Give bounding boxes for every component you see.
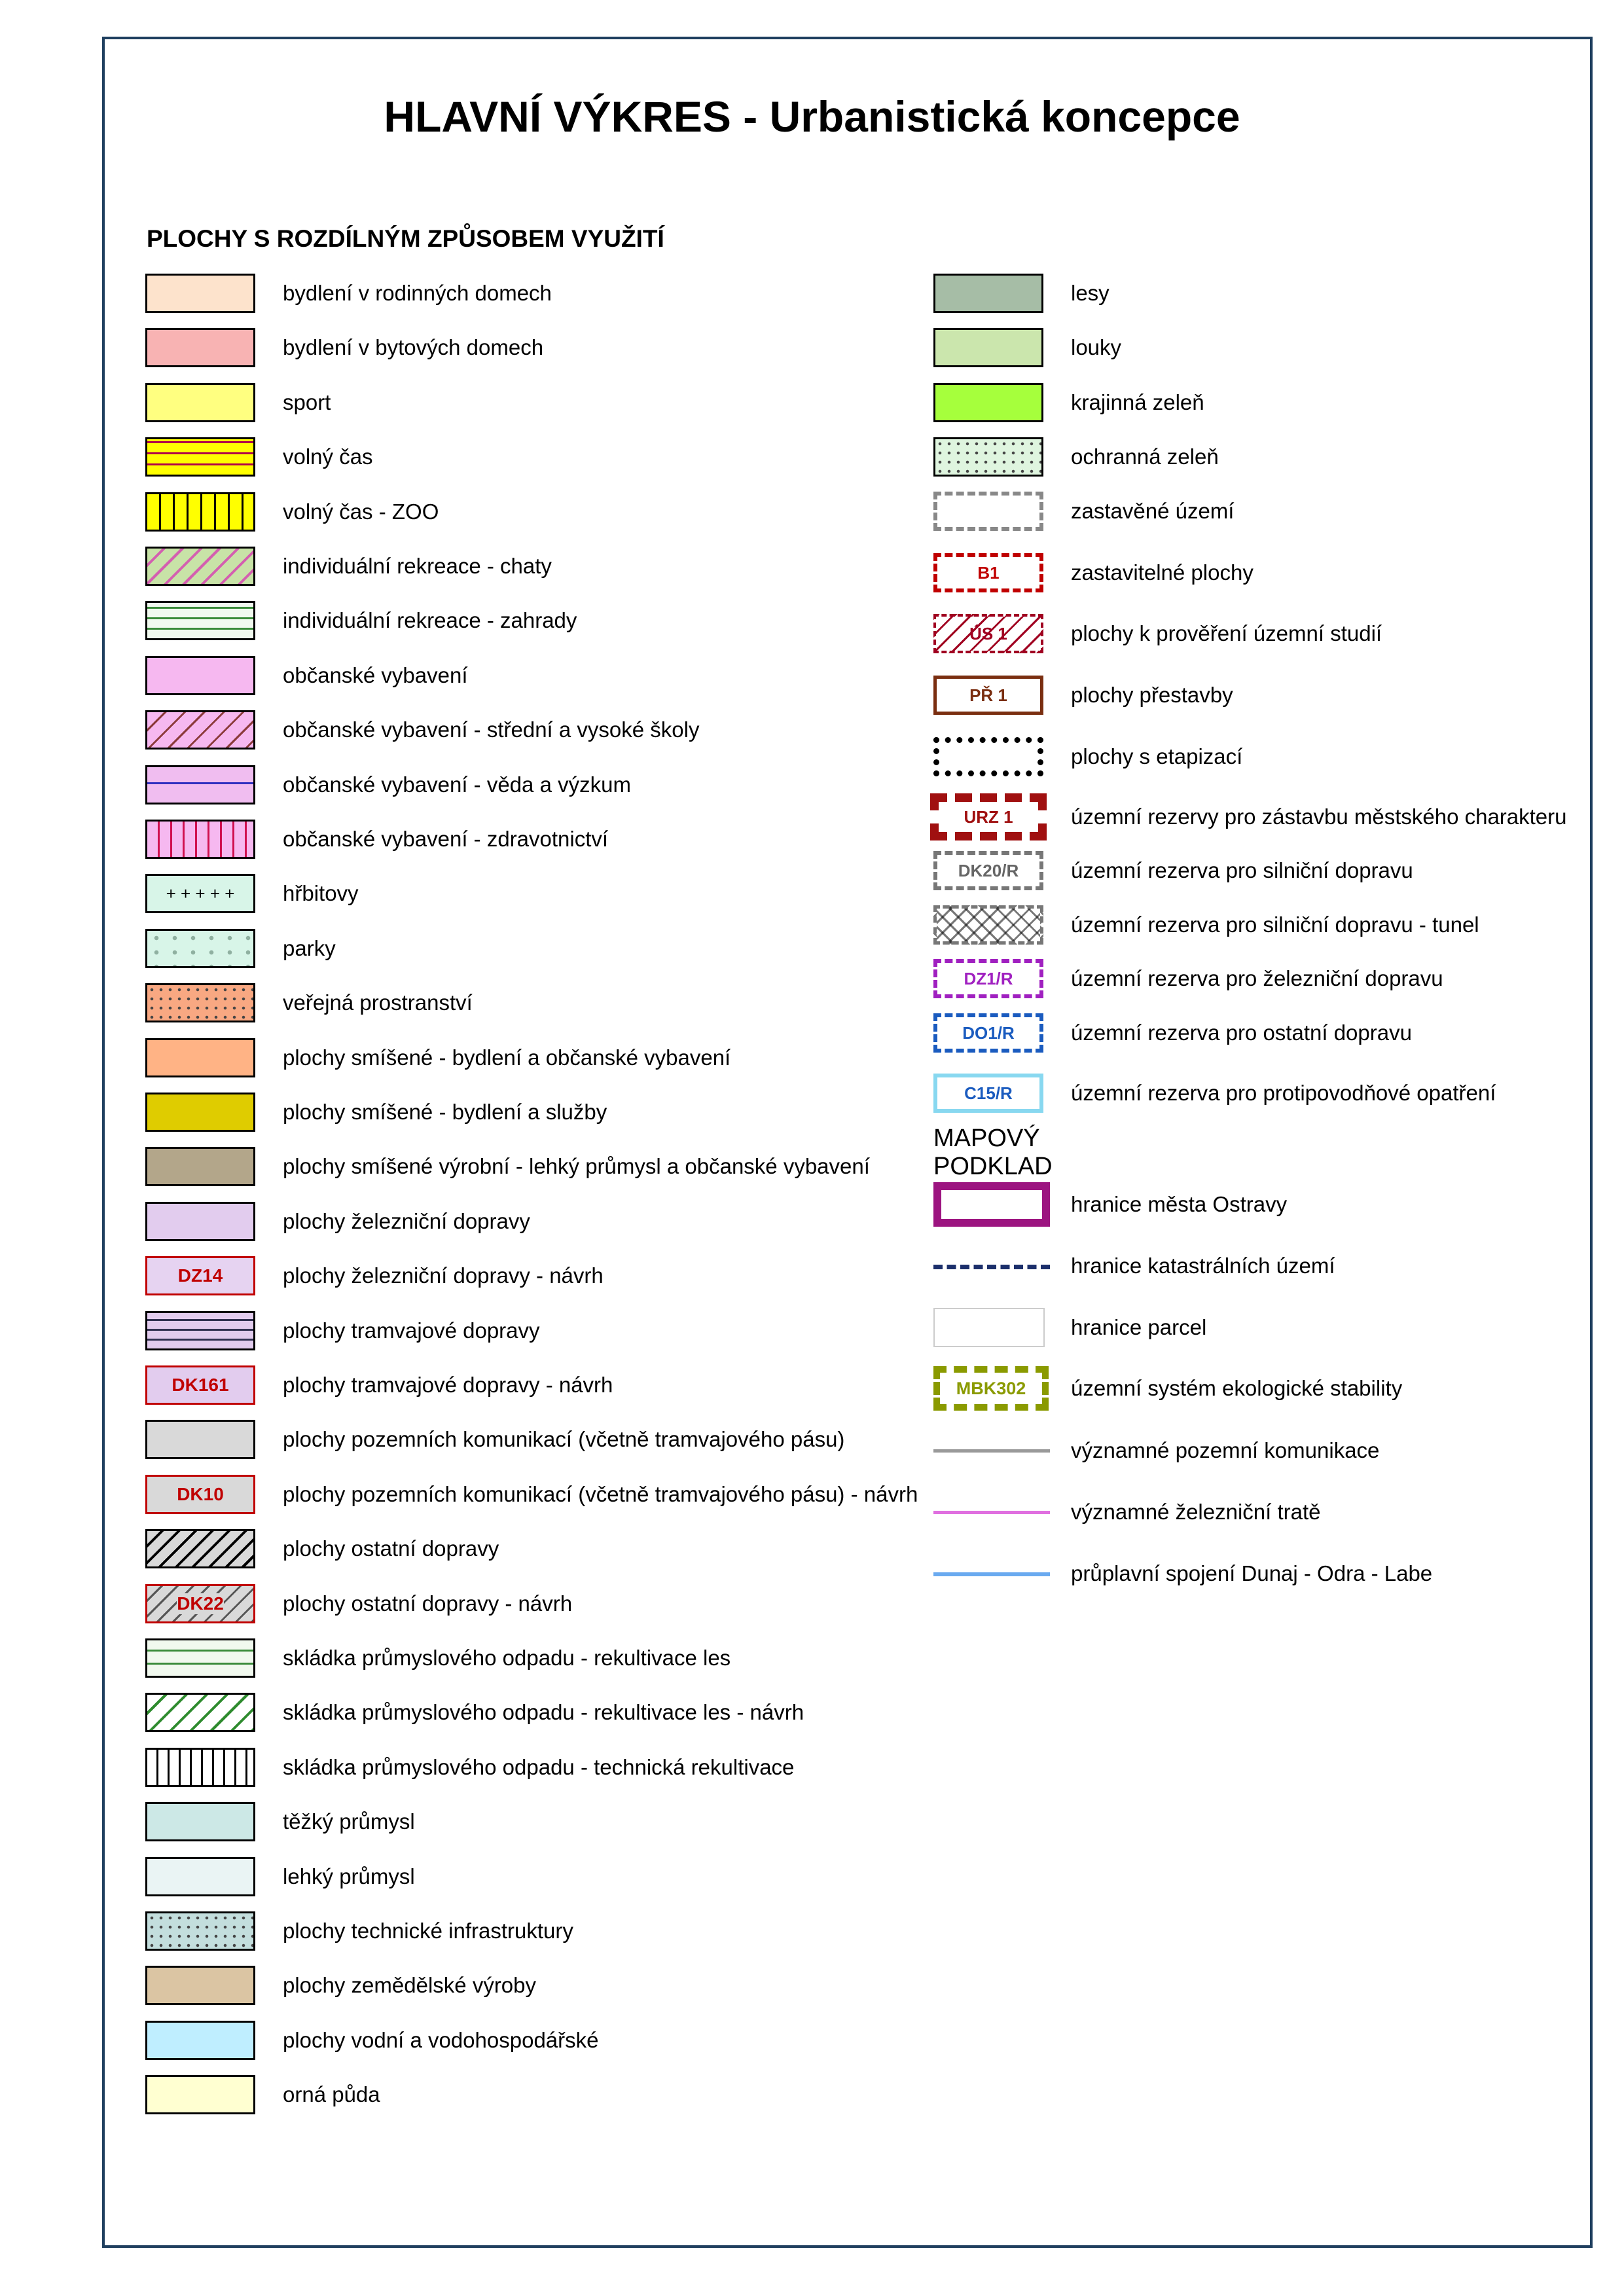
legend-row [933,959,1624,998]
legend-row [145,492,918,532]
legend-label: sport [283,389,331,414]
legend-row [145,437,918,477]
legend-label: občanské vybavení - věda a výzkum [283,772,631,797]
legend-label: občanské vybavení [283,662,468,687]
legend-swatch [933,492,1043,531]
legend-label: plochy ostatní dopravy - návrh [283,1591,573,1616]
map-legend-row [933,1554,1624,1593]
legend-label: orná půda [283,2082,380,2107]
legend-label: plochy s etapizací [1071,744,1243,768]
map-legend-label: hranice města Ostravy [1071,1192,1288,1216]
legend-row [145,1966,918,2005]
map-legend-row [933,1308,1624,1347]
legend-label: plochy zemědělské výroby [283,1973,537,1998]
legend-swatch [145,1475,255,1514]
legend-row [145,1748,918,1787]
legend-label: územní rezerva pro ostatní dopravu [1071,1021,1412,1045]
legend-swatch [145,274,255,313]
legend-label: územní rezerva pro silniční dopravu - tunel [1071,913,1479,937]
swatch-code: ÚS 1 [969,623,1007,643]
legend-row [145,274,918,313]
legend-swatch [933,737,1043,776]
legend-row [145,1311,918,1350]
legend-swatch [145,2075,255,2114]
map-legend-row [933,1369,1624,1408]
legend-label: veřejná prostranství [283,990,473,1015]
legend-row [145,710,918,750]
map-legend-symbol [933,1572,1050,1576]
legend-label: skládka průmyslového odpadu - rekultivace les - návrh [283,1700,804,1725]
legend-swatch [145,601,255,640]
swatch-code: DK20/R [958,860,1019,880]
legend-swatch [145,1529,255,1568]
legend-row [145,1038,918,1077]
swatch-code: C15/R [964,1083,1013,1103]
legend-row [933,437,1624,477]
legend-swatch [145,1256,255,1295]
legend-row [933,383,1624,422]
legend-label: volný čas - ZOO [283,499,439,524]
legend-label: ochranná zeleň [1071,444,1219,469]
swatch-code: DK10 [177,1483,224,1504]
legend-swatch [145,710,255,750]
legend-swatch [145,929,255,968]
legend-swatch [145,1311,255,1350]
legend-swatch [933,553,1043,592]
legend-label: lehký průmysl [283,1864,415,1888]
legend-label: plochy pozemních komunikací (včetně tramvajového pásu) [283,1427,845,1452]
legend-label: skládka průmyslového odpadu - rekultivace les [283,1646,731,1670]
legend-swatch [145,1038,255,1077]
legend-row [145,1202,918,1241]
legend-row [145,656,918,695]
legend-swatch [145,1693,255,1732]
map-legend-symbol [933,1511,1050,1514]
legend-row [145,1802,918,1841]
legend-row [145,2075,918,2114]
legend-label: individuální rekreace - zahrady [283,608,577,633]
legend-label: bydlení v rodinných domech [283,281,552,305]
legend-row [145,1857,918,1896]
legend-row [933,676,1624,715]
legend-row [145,601,918,640]
legend-swatch [145,765,255,804]
legend-row [145,1475,918,1514]
legend-label: plochy tramvajové dopravy - návrh [283,1373,613,1397]
legend-swatch [933,383,1043,422]
legend-swatch [933,274,1043,313]
legend-swatch [145,492,255,532]
legend-label: plochy ostatní dopravy [283,1536,499,1561]
legend-label: plochy přestavby [1071,683,1233,707]
legend-swatch [145,547,255,586]
legend-swatch [145,1365,255,1405]
legend-swatch [145,656,255,695]
legend-row [933,614,1624,653]
map-legend-symbol [933,1265,1050,1269]
swatch-code: DO1/R [962,1022,1015,1043]
legend-row [933,492,1624,531]
swatch-code: MBK302 [956,1378,1026,1398]
legend-swatch [933,905,1043,945]
page-title: HLAVNÍ VÝKRES - Urbanistická koncepce [384,92,1240,141]
swatch-code: PŘ 1 [969,685,1007,705]
legend-swatch: + + + + + [145,874,255,913]
legend-swatch [933,1013,1043,1053]
map-legend-symbol [933,1182,1050,1227]
legend-swatch [145,1093,255,1132]
legend-label: plochy železniční dopravy [283,1208,530,1233]
legend-swatch [933,328,1043,367]
legend-label: územní rezerva pro silniční dopravu [1071,858,1413,882]
legend-row [933,553,1624,592]
map-legend-label: hranice parcel [1071,1315,1207,1339]
legend-label: volný čas [283,444,373,469]
legend-swatch [145,1857,255,1896]
legend-swatch [933,614,1043,653]
legend-swatch [145,328,255,367]
legend-label: zastavitelné plochy [1071,560,1254,585]
legend-swatch [145,983,255,1022]
legend-row [933,905,1624,945]
legend-swatch [145,2021,255,2060]
map-legend-label: územní systém ekologické stability [1071,1376,1403,1400]
legend-label: skládka průmyslového odpadu - technická rekultivace [283,1754,795,1779]
legend-label: plochy pozemních komunikací (včetně tramvajového pásu) - návrh [283,1481,918,1506]
legend-swatch [145,437,255,477]
map-legend-row [933,1246,1624,1286]
map-legend-row [933,1431,1624,1470]
legend-row [933,328,1624,367]
legend-label: plochy vodní a vodohospodářské [283,2027,599,2052]
map-legend-label: průplavní spojení Dunaj - Odra - Labe [1071,1561,1433,1585]
legend-label: plochy technické infrastruktury [283,1919,573,1943]
map-legend-label: hranice katastrálních území [1071,1254,1335,1278]
legend-swatch [145,1911,255,1951]
legend-label: individuální rekreace - chaty [283,554,552,578]
swatch-code: DZ1/R [964,968,1013,988]
swatch-code: URZ 1 [964,806,1013,827]
legend-label: plochy k prověření územní studií [1071,621,1382,645]
legend-swatch [145,1584,255,1623]
legend-label: plochy smíšené - bydlení a služby [283,1100,607,1124]
legend-row [145,547,918,586]
map-legend-row [933,1492,1624,1532]
legend-label: plochy železniční dopravy - návrh [283,1263,604,1288]
legend-row [145,1365,918,1405]
legend-label: těžký průmysl [283,1809,415,1834]
legend-swatch [145,1420,255,1459]
legend-swatch [145,383,255,422]
legend-row [145,1420,918,1459]
legend-swatch [145,1748,255,1787]
legend-row [933,851,1624,890]
legend-label: parky [283,935,336,960]
legend-swatch [933,959,1043,998]
legend-label: bydlení v bytových domech [283,335,544,360]
swatch-code: DK161 [171,1375,229,1395]
legend-row [933,797,1624,837]
legend-row [145,983,918,1022]
legend-swatch [145,1802,255,1841]
map-legend-label: významné pozemní komunikace [1071,1438,1380,1462]
legend-row [145,1584,918,1623]
legend-row [145,1529,918,1568]
legend-row [145,1638,918,1678]
legend-swatch [933,676,1043,715]
legend-label: plochy tramvajové dopravy [283,1318,540,1343]
legend-swatch [145,1638,255,1678]
section-heading: PLOCHY S ROZDÍLNÝM ZPŮSOBEM VYUŽITÍ [147,225,664,252]
legend-swatch [145,1966,255,2005]
legend-label: územní rezervy pro zástavbu městského charakteru [1071,804,1567,829]
legend-swatch [933,437,1043,477]
legend-row [145,328,918,367]
legend-row [145,1256,918,1295]
legend-row [145,1147,918,1186]
legend-label: louky [1071,335,1122,359]
legend-swatch [145,1202,255,1241]
legend-swatch [930,793,1047,840]
map-legend-symbol [933,1366,1049,1411]
map-legend-label: významné železniční tratě [1071,1500,1321,1524]
legend-label: územní rezerva pro železniční dopravu [1071,966,1443,990]
legend-row [145,1093,918,1132]
legend-label: lesy [1071,281,1110,305]
legend-row [933,1074,1624,1113]
legend-row [933,274,1624,313]
legend-row [145,874,918,913]
legend-swatch [145,1147,255,1186]
swatch-code: DZ14 [177,1265,223,1286]
legend-label: zastavěné území [1071,499,1235,523]
legend-label: občanské vybavení - zdravotnictví [283,827,609,851]
swatch-code: B1 [977,562,1000,583]
legend-swatch [933,851,1043,890]
legend-label: hřbitovy [283,881,359,906]
legend-label: plochy smíšené výrobní - lehký průmysl a občanské vybavení [283,1154,870,1179]
map-legend-symbol [933,1449,1050,1453]
legend-row [145,2021,918,2060]
legend-row [145,929,918,968]
map-heading: MAPOVÝ PODKLAD [933,1125,1053,1180]
map-legend-row [933,1185,1624,1224]
legend-label: plochy smíšené - bydlení a občanské vybavení [283,1045,731,1070]
legend-label: občanské vybavení - střední a vysoké školy [283,717,700,742]
legend-label: územní rezerva pro protipovodňové opatření [1071,1081,1496,1105]
legend-row [145,765,918,804]
map-legend-symbol [933,1308,1045,1347]
legend-swatch [145,820,255,859]
legend-row [933,737,1624,776]
legend-label: krajinná zeleň [1071,390,1204,414]
legend-row [933,1013,1624,1053]
legend-swatch [933,1074,1043,1113]
legend-row [145,383,918,422]
legend-row [145,820,918,859]
legend-row [145,1693,918,1732]
legend-row [145,1911,918,1951]
swatch-code: DK22 [177,1593,224,1614]
